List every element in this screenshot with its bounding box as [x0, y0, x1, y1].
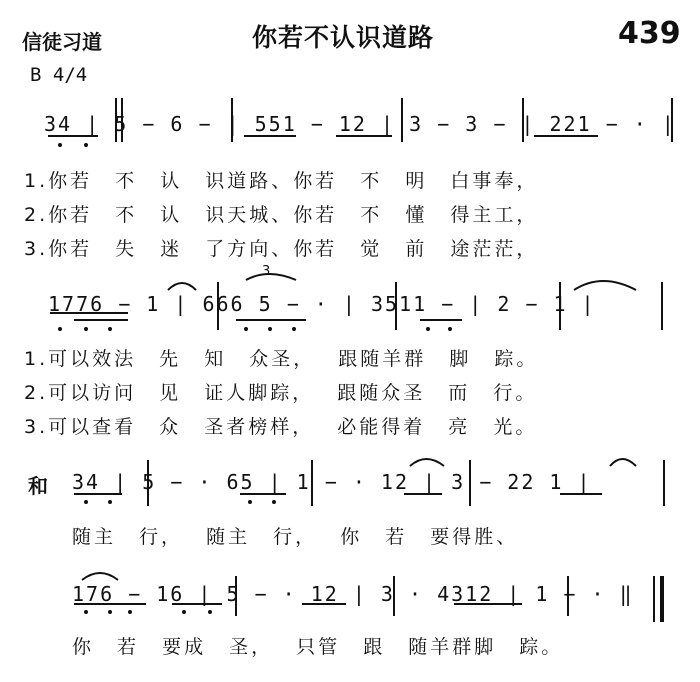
notation-line-1: 34 | 5 − 6 − | 551 − 12 | 3 − 3 − | 221 − · |	[44, 112, 676, 136]
lyric-line-1-1: 1.你若 不 认 识道路、你若 不 明 白事奉，	[24, 170, 539, 192]
notation-line-3: 34 | 5 − · 65 | 1 − · 12 | 3 − 22 1 |	[72, 470, 592, 494]
lyric-line-1-3: 3.你若 失 迷 了方向、你若 觉 前 途茫茫，	[24, 238, 539, 260]
lyric-line-1-2: 2.你若 不 认 识天城、你若 不 懂 得主工，	[24, 204, 539, 226]
notation-line-4: 176 − 16 | 5 − · 12 | 3 · 4312 | 1 − · ‖	[72, 582, 634, 606]
refrain-label: 和	[28, 474, 48, 498]
triplet-marker: 3	[262, 264, 271, 279]
lyric-line-2-1: 1.可以效法 先 知 众圣， 跟随羊群 脚 踪。	[24, 348, 539, 370]
lyric-line-4: 你 若 要成 圣， 只管 跟 随羊群脚 踪。	[72, 636, 564, 658]
category-label: 信徒习道	[22, 30, 102, 54]
lyric-line-3: 随主 行， 随主 行， 你 若 要得胜、	[72, 526, 519, 548]
key-signature: B 4/4	[30, 64, 88, 86]
notation-line-2: 1776 − 1 | 666 5 − · | 3511 − | 2 − 1 |	[48, 292, 596, 316]
lyric-line-2-2: 2.可以访问 见 证人脚踪， 跟随众圣 而 行。	[24, 382, 538, 404]
hymn-title: 你若不认识道路	[252, 23, 435, 52]
lyric-line-2-3: 3.可以查看 众 圣者榜样， 必能得着 亮 光。	[24, 416, 538, 438]
hymn-number: 439	[618, 16, 681, 51]
